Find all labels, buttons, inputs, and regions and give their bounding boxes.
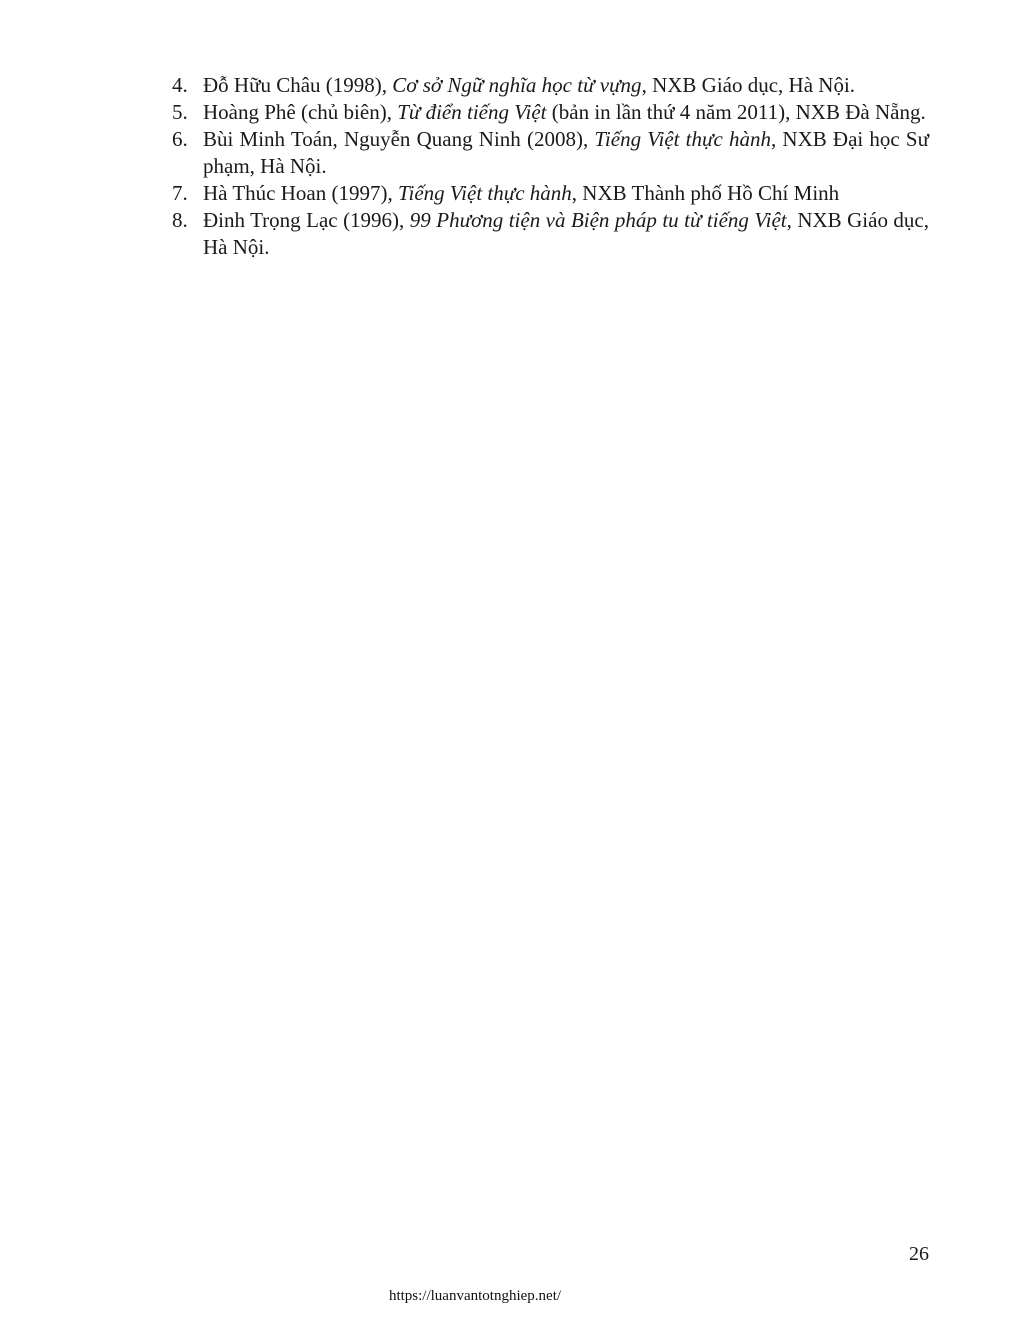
reference-item-7 — [172, 180, 929, 207]
reference-item-5 — [172, 99, 929, 126]
reference-publisher: , NXB Giáo dục, Hà Nội. — [203, 208, 929, 259]
footer-url[interactable]: https://luanvantotnghiep.net/ — [388, 1288, 562, 1304]
reference-title: Tiếng Việt thực hành — [397, 181, 572, 205]
reference-number: 4. — [172, 73, 188, 97]
reference-author: Đinh Trọng Lạc (1996), — [203, 208, 410, 232]
reference-title: Cơ sở Ngữ nghĩa học từ vựng — [392, 73, 642, 97]
page-number: 26 — [909, 1243, 929, 1265]
reference-title: Tiếng Việt thực hành — [594, 127, 771, 151]
reference-author: Đỗ Hữu Châu (1998), — [203, 73, 393, 97]
reference-publisher: , NXB Thành phố Hồ Chí Minh — [571, 181, 840, 205]
reference-number: 6. — [172, 127, 188, 151]
reference-item-8 — [172, 207, 929, 261]
reference-author: Bùi Minh Toán, Nguyễn Quang Ninh (2008), — [203, 127, 595, 151]
reference-number: 8. — [172, 208, 188, 232]
reference-item-4 — [172, 72, 929, 99]
reference-publisher: (bản in lần thứ 4 năm 2011), NXB Đà Nẵng. — [546, 100, 926, 124]
reference-list — [172, 72, 929, 261]
reference-publisher: , NXB Giáo dục, Hà Nội. — [641, 73, 856, 97]
reference-title: Từ điển tiếng Việt — [397, 100, 547, 124]
reference-author: Hoàng Phê (chủ biên), — [203, 100, 398, 124]
reference-author: Hà Thúc Hoan (1997), — [203, 181, 398, 205]
reference-item-6 — [172, 126, 929, 180]
reference-title: 99 Phương tiện và Biện pháp tu từ tiếng Việt — [409, 208, 787, 232]
reference-number: 7. — [172, 181, 188, 205]
reference-publisher: , NXB Đại học Sư phạm, Hà Nội. — [203, 127, 929, 178]
reference-number: 5. — [172, 100, 188, 124]
